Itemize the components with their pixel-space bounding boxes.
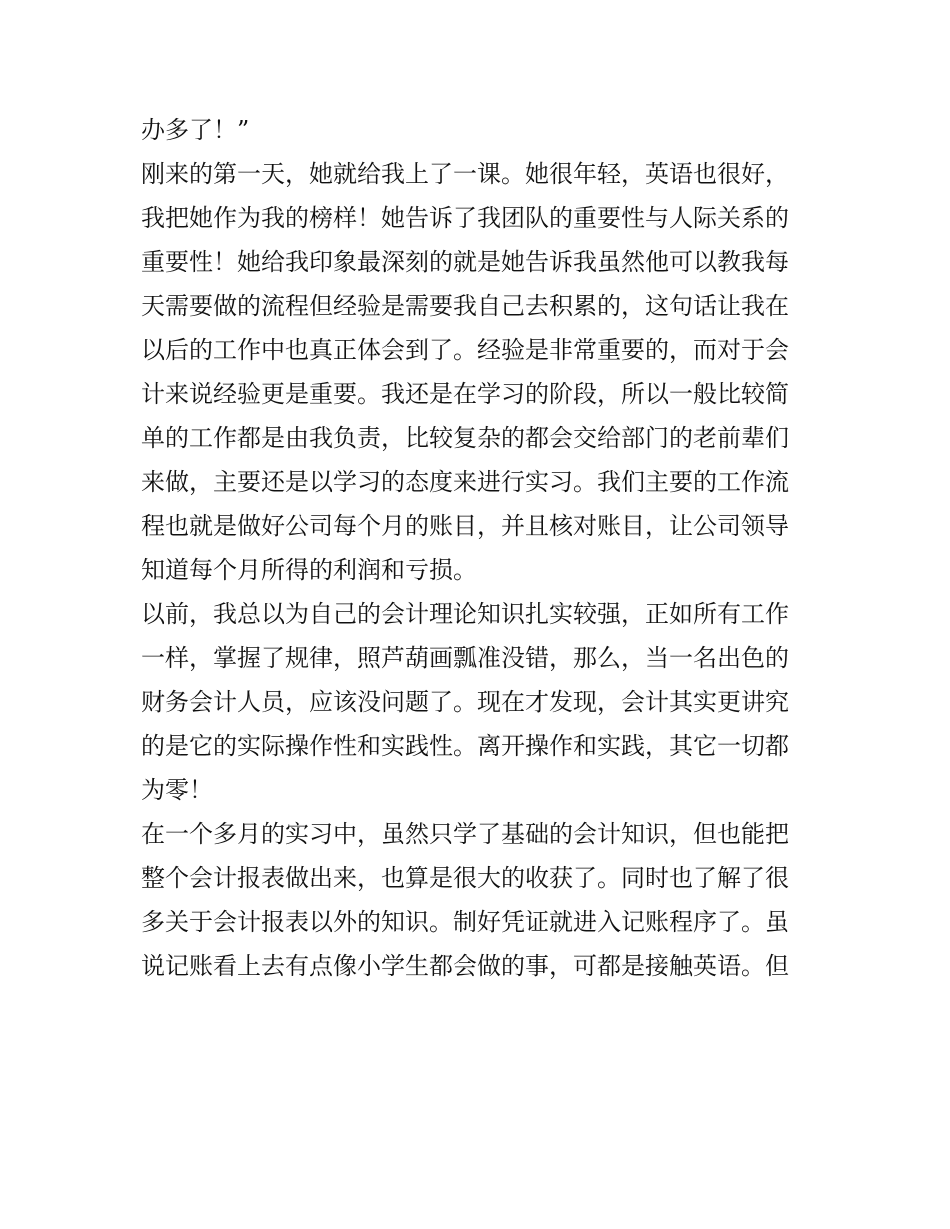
text-line: 计来说经验更是重要。我还是在学习的阶段，所以一般比较简 bbox=[141, 380, 789, 408]
text-line: 我把她作为我的榜样！她告诉了我团队的重要性与人际关系的 bbox=[141, 204, 789, 232]
text-line: 程也就是做好公司每个月的账目，并且核对账目，让公司领导 bbox=[141, 512, 789, 540]
text-line: 办多了！” bbox=[141, 116, 250, 144]
text-line: 在一个多月的实习中，虽然只学了基础的会计知识，但也能把 bbox=[141, 820, 789, 848]
text-line: 说记账看上去有点像小学生都会做的事，可都是接触英语。但 bbox=[141, 952, 789, 980]
text-line: 来做，主要还是以学习的态度来进行实习。我们主要的工作流 bbox=[141, 468, 789, 496]
text-line: 单的工作都是由我负责，比较复杂的都会交给部门的老前辈们 bbox=[141, 424, 789, 452]
text-line: 以前，我总以为自己的会计理论知识扎实较强，正如所有工作 bbox=[141, 600, 789, 628]
text-line: 为零！ bbox=[141, 776, 213, 804]
text-line: 多关于会计报表以外的知识。制好凭证就进入记账程序了。虽 bbox=[141, 908, 789, 936]
text-line: 刚来的第一天，她就给我上了一课。她很年轻，英语也很好， bbox=[141, 160, 789, 188]
text-line: 整个会计报表做出来，也算是很大的收获了。同时也了解了很 bbox=[141, 864, 789, 892]
text-line: 一样，掌握了规律，照芦葫画瓢准没错，那么，当一名出色的 bbox=[141, 644, 789, 672]
text-line: 以后的工作中也真正体会到了。经验是非常重要的，而对于会 bbox=[141, 336, 789, 364]
body-text bbox=[141, 108, 816, 988]
text-line: 的是它的实际操作性和实践性。离开操作和实践，其它一切都 bbox=[141, 732, 789, 760]
text-line: 知道每个月所得的利润和亏损。 bbox=[141, 556, 477, 584]
text-line: 财务会计人员，应该没问题了。现在才发现，会计其实更讲究 bbox=[141, 688, 789, 716]
text-line: 天需要做的流程但经验是需要我自己去积累的，这句话让我在 bbox=[141, 292, 789, 320]
text-line: 重要性！她给我印象最深刻的就是她告诉我虽然他可以教我每 bbox=[141, 248, 789, 276]
